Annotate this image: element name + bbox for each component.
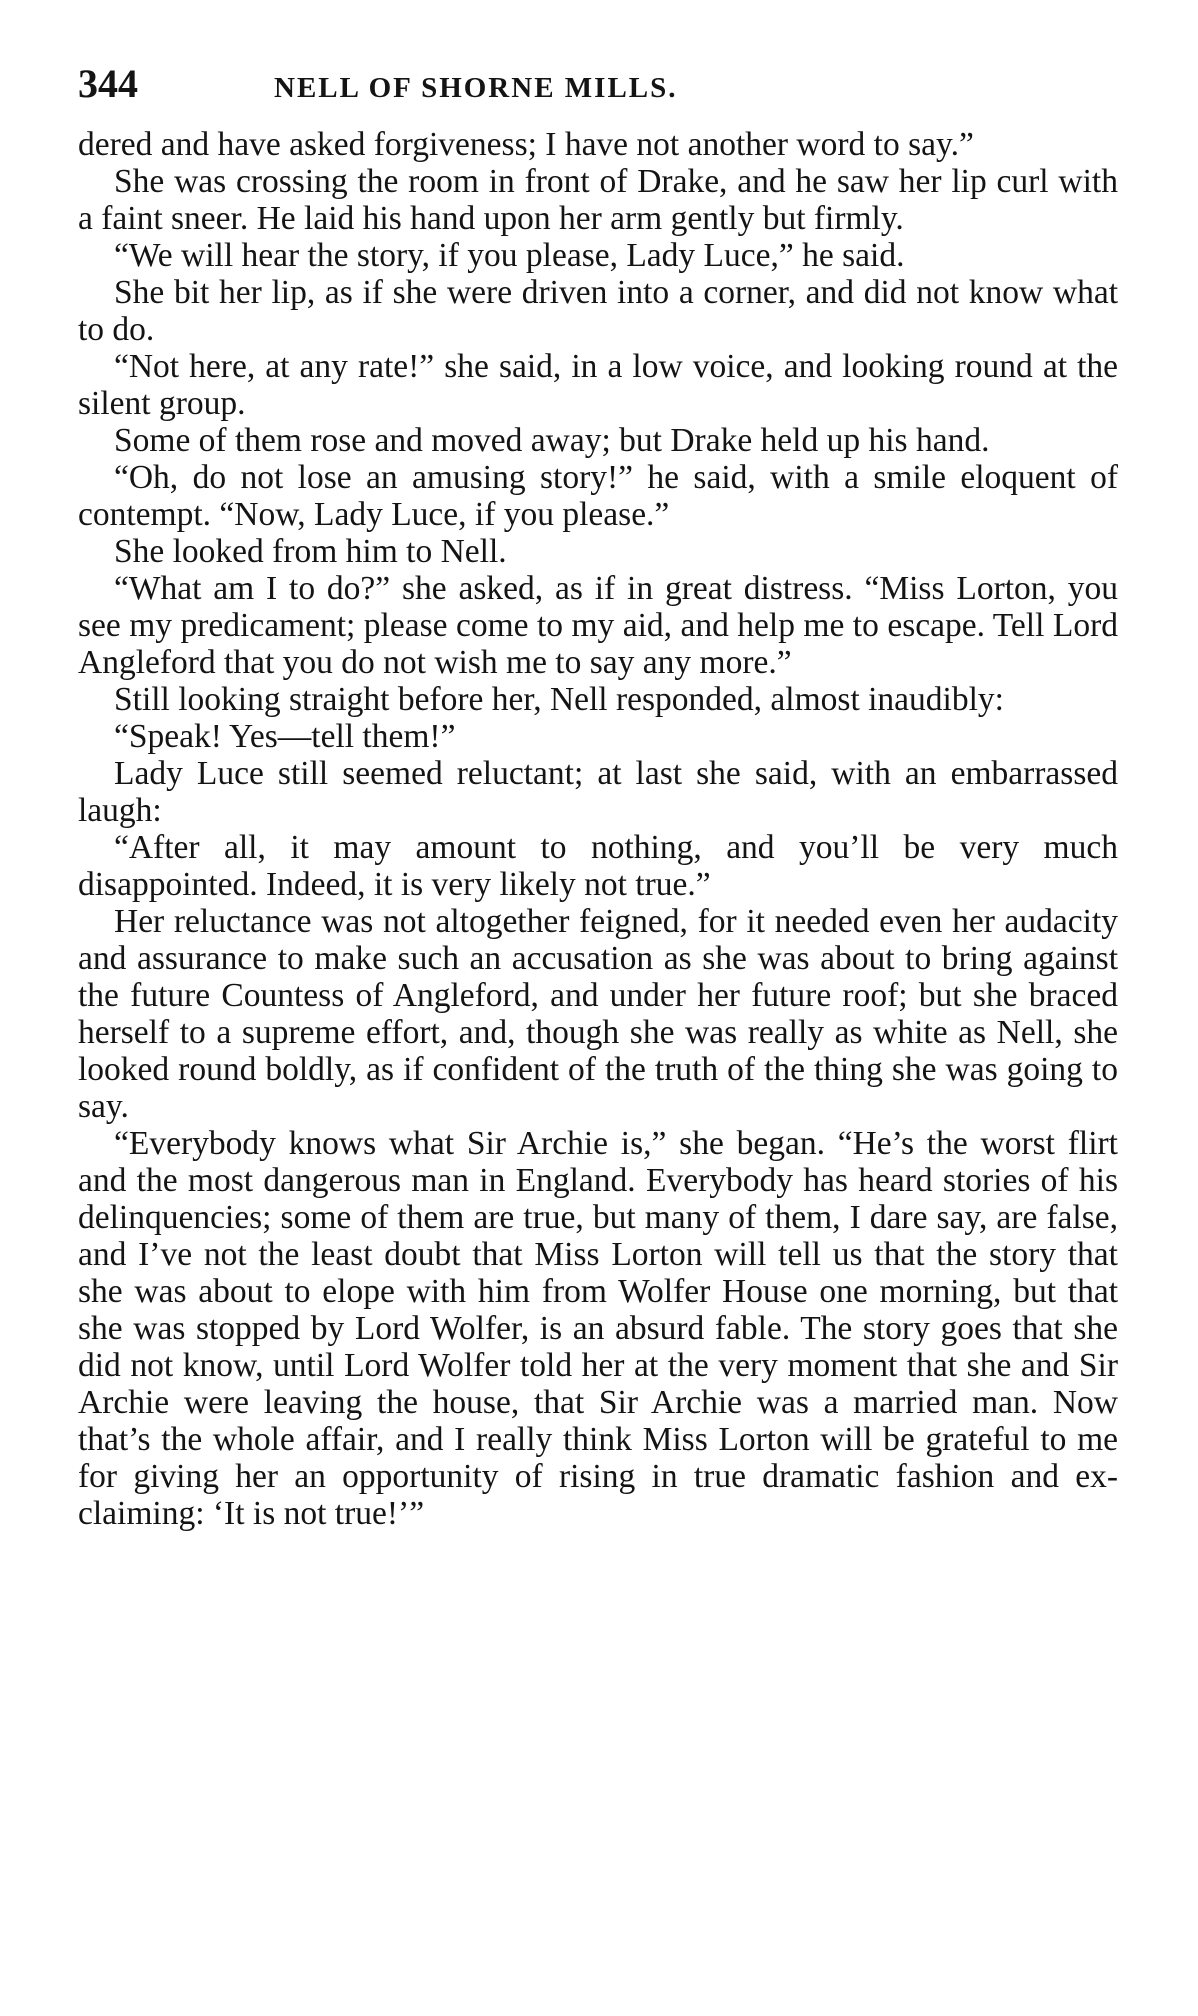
page-number: 344 (78, 61, 138, 106)
book-page (78, 60, 1118, 1532)
paragraph: “Oh, do not lose an amusing story!” he said, with a smile eloquent of contempt. “Now, Lady Luce, if you please.” (78, 459, 1118, 533)
paragraph: Lady Luce still seemed reluctant; at last she said, with an embarrassed laugh: (78, 755, 1118, 829)
paragraph: “Speak! Yes—tell them!” (114, 718, 456, 755)
paragraph: “Not here, at any rate!” she said, in a low voice, and looking round at the silent group. (78, 348, 1118, 422)
paragraph: “After all, it may amount to nothing, and you’ll be very much disappointed. Indeed, it is very likely not true.” (78, 829, 1118, 903)
paragraph: dered and have asked forgiveness; I have not another word to say.” (78, 126, 974, 163)
paragraph: She looked from him to Nell. (114, 533, 507, 570)
paragraph: “We will hear the story, if you please, Lady Luce,” he said. (114, 237, 905, 274)
paragraph: “Everybody knows what Sir Archie is,” she began. “He’s the worst flirt and the most dangerous man in England. Everybody has heard stories of his delinquencies; some of them are true, but many of them, I dare say, are false, and I’ve not the least doubt that Miss Lorton will tell us that the story that she was about to elope with him from Wolfer House one morning, but that she was stopped by Lord Wolfer, is an absurd fable. The story goes that she did not know, until Lord Wolfer told her at the very moment that she and Sir Archie were leaving the house, that Sir Archie was a married man. Now that’s the whole affair, and I really think Miss Lorton will be grateful to me for giving her an opportunity of rising in true dramatic fashion and exclaiming: ‘It is not true!’” (78, 1125, 1118, 1532)
paragraph: Her reluctance was not altogether feigned, for it needed even her audacity and assurance to make such an accusation as she was about to bring against the future Countess of Angleford, and under her future roof; but she braced herself to a supreme effort, and, though she was really as white as Nell, she looked round boldly, as if confident of the truth of the thing she was going to say. (78, 903, 1118, 1125)
body-text (78, 126, 1118, 1532)
paragraph: Some of them rose and moved away; but Drake held up his hand. (114, 422, 990, 459)
paragraph: “What am I to do?” she asked, as if in great distress. “Miss Lorton, you see my predicament; please come to my aid, and help me to escape. Tell Lord Angleford that you do not wish me to say any more.” (78, 570, 1118, 681)
running-title: NELL OF SHORNE MILLS. (274, 72, 678, 104)
page-header (78, 60, 1118, 126)
paragraph: She bit her lip, as if she were driven into a corner, and did not know what to do. (78, 274, 1118, 348)
paragraph: She was crossing the room in front of Drake, and he saw her lip curl with a faint sneer. He laid his hand upon her arm gently but firmly. (78, 163, 1118, 237)
paragraph: Still looking straight before her, Nell responded, almost inaudibly: (114, 681, 1004, 718)
